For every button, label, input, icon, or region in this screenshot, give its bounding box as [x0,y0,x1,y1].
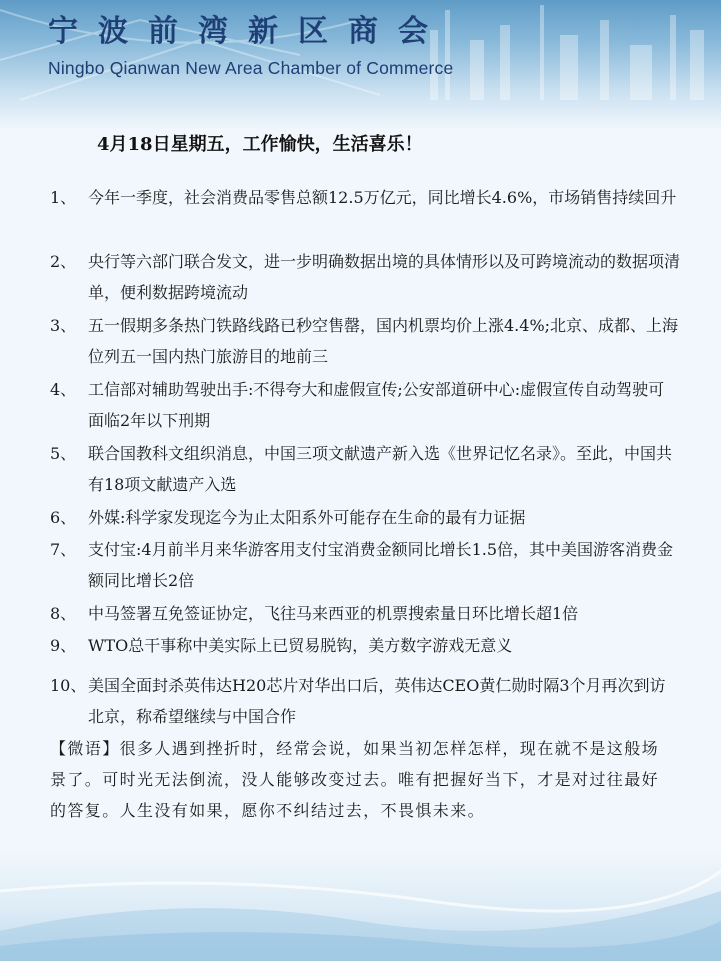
news-item [50,310,680,372]
news-item-number: 2、 [50,252,77,271]
news-item [50,670,680,732]
news-item [50,246,680,308]
news-item-number: 3、 [50,316,77,335]
news-item-number: 5、 [50,444,77,463]
wisdom-paragraph [50,733,668,826]
greeting-heading: 4月18日星期五，工作愉快，生活喜乐！ [97,134,423,155]
news-item [50,630,680,661]
news-item-text: 中马签署互免签证协定，飞往马来西亚的机票搜索量日环比增长超1倍 [88,604,579,623]
chamber-title-chinese: 宁波前湾新区商会 [48,14,448,49]
chamber-title-english: Ningbo Qianwan New Area Chamber of Commerce [48,58,454,78]
news-item [50,598,680,629]
news-item-number: 6、 [50,508,77,527]
news-item [50,438,680,500]
footer-wave-background [0,851,721,961]
news-item-text: 五一假期多条热门铁路线路已秒空售罄，国内机票均价上涨4.4%;北京、成都、上海位列五一国内热门旅游目的地前三 [88,316,679,366]
wisdom-label: 【微语】 [50,739,120,758]
news-item-number: 8、 [50,604,77,623]
news-item-number: 9、 [50,636,77,655]
news-item-text: 联合国教科文组织消息，中国三项文献遗产新入选《世界记忆名录》。至此，中国共有18项文献遗产入选 [88,444,673,494]
news-item-text: 今年一季度，社会消费品零售总额12.5万亿元，同比增长4.6%，市场销售持续回升 [88,188,677,207]
news-item-number: 1、 [50,188,77,207]
news-item-text: 美国全面封杀英伟达H20芯片对华出口后，英伟达CEO黄仁勋时隔3个月再次到访北京，称希望继续与中国合作 [88,676,666,726]
news-item [50,502,680,533]
news-item [50,182,680,213]
news-item [50,374,680,436]
header [48,12,453,79]
news-item-text: 支付宝:4月前半月来华游客用支付宝消费金额同比增长1.5倍，其中美国游客消费金额同比增长2倍 [88,540,674,590]
news-item-number: 4、 [50,380,77,399]
wisdom-text: 很多人遇到挫折时，经常会说，如果当初怎样怎样，现在就不是这般场景了。可时光无法倒流，没人能够改变过去。唯有把握好当下，才是对过往最好的答复。人生没有如果，愿你不纠结过去，不畏惧未来。 [50,739,660,820]
news-item-text: 央行等六部门联合发文，进一步明确数据出境的具体情形以及可跨境流动的数据项清单，便利数据跨境流动 [88,252,681,302]
news-item-number: 7、 [50,540,77,559]
wave-decoration [0,851,721,961]
news-item-text: WTO总干事称中美实际上已贸易脱钩，美方数字游戏无意义 [88,636,513,655]
news-item-text: 外媒:科学家发现迄今为止太阳系外可能存在生命的最有力证据 [88,508,526,527]
news-item [50,534,680,596]
news-item-number: 10、 [50,676,87,695]
news-item-text: 工信部对辅助驾驶出手:不得夸大和虚假宣传;公安部道研中心:虚假宣传自动驾驶可面临2年以下刑期 [88,380,665,430]
